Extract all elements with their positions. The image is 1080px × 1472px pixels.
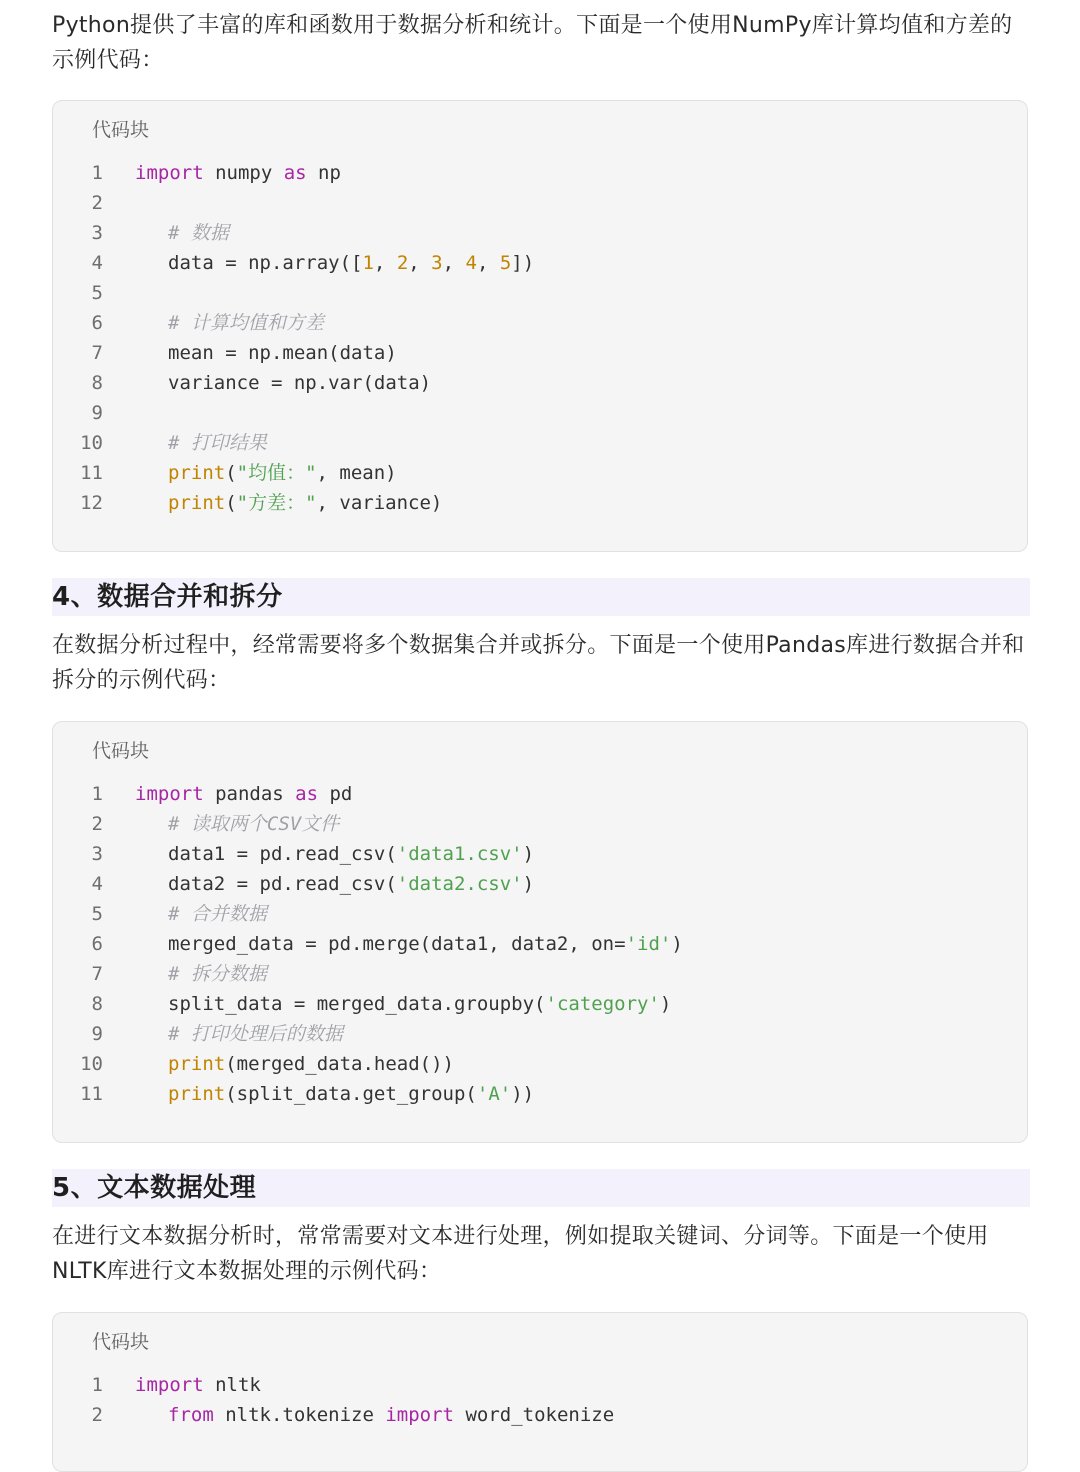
line-number: 1 (91, 783, 103, 805)
code-text (168, 899, 267, 929)
code-token: , (373, 252, 397, 274)
code-token: 3 (431, 252, 443, 274)
code-token: , mean) (316, 462, 397, 484)
code-token: # 数据 (168, 222, 229, 244)
code-token: ) (522, 873, 535, 895)
code-line (53, 1400, 1027, 1430)
line-number: 11 (80, 462, 103, 484)
code-text (168, 458, 397, 488)
code-line (53, 809, 1027, 839)
code-line (53, 839, 1027, 869)
code-text (168, 869, 534, 899)
code-text (135, 158, 341, 188)
code-token: ( (225, 492, 237, 514)
code-text (168, 1079, 534, 1109)
code-token: , variance) (316, 492, 443, 514)
code-line (53, 1049, 1027, 1079)
code-line (53, 458, 1027, 488)
line-number: 7 (91, 342, 103, 364)
code-token: data = np.array([ (168, 252, 363, 274)
code-token: data2 = pd.read_csv( (168, 873, 397, 895)
code-token: print (168, 1083, 226, 1105)
code-token: "均值：" (236, 462, 317, 484)
code-text (168, 428, 267, 458)
code-line (53, 398, 1027, 428)
code-token: 'data1.csv' (396, 843, 523, 865)
code-text (135, 779, 352, 809)
line-number: 5 (91, 903, 103, 925)
code-token: 'category' (545, 993, 660, 1015)
code-text (168, 1400, 614, 1430)
line-number: 2 (91, 192, 103, 214)
code-text (168, 989, 671, 1019)
line-number: 4 (91, 252, 103, 274)
code-text (135, 1370, 261, 1400)
code-token: import (135, 162, 204, 184)
code-token: word_tokenize (454, 1404, 615, 1426)
code-text (168, 839, 534, 869)
line-number: 5 (91, 282, 103, 304)
line-number: 2 (91, 1404, 103, 1426)
code-token: print (168, 492, 226, 514)
code-block-nltk (52, 1312, 1028, 1472)
line-number: 6 (91, 933, 103, 955)
code-token: # 计算均值和方差 (168, 312, 324, 334)
code-line (53, 929, 1027, 959)
line-number: 8 (91, 993, 103, 1015)
line-number: 1 (91, 1374, 103, 1396)
code-text (168, 368, 431, 398)
code-token: pandas (203, 783, 296, 805)
section-5-paragraph: 在进行文本数据分析时，常常需要对文本进行处理，例如提取关键词、分词等。下面是一个使用NLTK库进行文本数据处理的示例代码： (52, 1224, 989, 1284)
code-token: # 合并数据 (168, 903, 267, 925)
code-text (168, 308, 324, 338)
line-number: 10 (80, 1053, 103, 1075)
code-token: variance = np.var(data) (168, 372, 432, 394)
line-number: 3 (91, 843, 103, 865)
code-token: from (168, 1404, 214, 1426)
code-line (53, 158, 1027, 188)
code-lines (53, 1370, 1027, 1430)
code-token: merged_data = pd.merge(data1, data2, on= (168, 933, 626, 955)
code-token: 'data2.csv' (396, 873, 523, 895)
line-number: 9 (91, 402, 103, 424)
code-block-numpy (52, 100, 1028, 552)
code-token: pd (318, 783, 353, 805)
code-token: numpy (203, 162, 284, 184)
code-token: mean = np.mean(data) (168, 342, 397, 364)
code-block-caption: 代码块 (92, 1331, 150, 1353)
code-token: np (306, 162, 341, 184)
code-text (168, 959, 267, 989)
code-token: data1 = pd.read_csv( (168, 843, 397, 865)
code-block-pandas (52, 721, 1028, 1143)
code-token: as (295, 783, 319, 805)
code-text (168, 218, 229, 248)
code-token: , (408, 252, 432, 274)
line-number: 3 (91, 222, 103, 244)
line-number: 6 (91, 312, 103, 334)
section-heading-4: 4、数据合并和拆分 (52, 578, 1030, 616)
code-token: ( (225, 462, 237, 484)
code-text (168, 488, 442, 518)
code-block-caption: 代码块 (92, 119, 150, 141)
code-line (53, 218, 1027, 248)
code-token: 1 (362, 252, 374, 274)
code-token: ) (659, 993, 672, 1015)
code-token: ]) (511, 252, 535, 274)
code-token: # 打印处理后的数据 (168, 1023, 343, 1045)
code-token: 2 (396, 252, 409, 274)
code-line (53, 959, 1027, 989)
code-token: 'id' (625, 933, 672, 955)
code-token: import (135, 783, 204, 805)
line-number: 9 (91, 1023, 103, 1045)
line-number: 1 (91, 162, 103, 184)
section-heading-5: 5、文本数据处理 (52, 1169, 1030, 1207)
code-token: split_data = merged_data.groupby( (168, 993, 546, 1015)
code-lines (53, 779, 1027, 1109)
code-token: as (283, 162, 307, 184)
code-text (168, 1019, 343, 1049)
line-number: 8 (91, 372, 103, 394)
code-line (53, 989, 1027, 1019)
code-token: 'A' (476, 1083, 512, 1105)
code-line (53, 1370, 1027, 1400)
code-token: "方差：" (236, 492, 317, 514)
code-line (53, 899, 1027, 929)
code-text (168, 248, 534, 278)
code-text (168, 809, 339, 839)
code-line (53, 338, 1027, 368)
code-token: (merged_data.head()) (225, 1053, 454, 1075)
code-line (53, 278, 1027, 308)
code-line (53, 188, 1027, 218)
code-token: ) (671, 933, 683, 955)
code-block-caption: 代码块 (92, 740, 150, 762)
line-number: 11 (80, 1083, 103, 1105)
code-lines (53, 158, 1027, 518)
code-line (53, 869, 1027, 899)
section-4-paragraph: 在数据分析过程中，经常需要将多个数据集合并或拆分。下面是一个使用Pandas库进行数据合并和拆分的示例代码： (52, 633, 1025, 693)
code-line (53, 1019, 1027, 1049)
code-text (168, 929, 683, 959)
code-line (53, 428, 1027, 458)
code-token: 5 (499, 252, 512, 274)
line-number: 10 (80, 432, 103, 454)
code-token: # 拆分数据 (168, 963, 267, 985)
line-number: 2 (91, 813, 103, 835)
code-text (168, 338, 397, 368)
code-token: import (135, 1374, 204, 1396)
code-line (53, 488, 1027, 518)
code-text (168, 1049, 454, 1079)
code-token: import (385, 1404, 454, 1426)
intro-paragraph: Python提供了丰富的库和函数用于数据分析和统计。下面是一个使用NumPy库计算均值和方差的示例代码： (52, 13, 1013, 73)
code-line (53, 248, 1027, 278)
code-token: , (476, 252, 500, 274)
code-token: print (168, 462, 226, 484)
code-token: # 读取两个CSV文件 (168, 813, 340, 835)
line-number: 12 (80, 492, 103, 514)
code-token: nltk (203, 1374, 261, 1396)
code-line (53, 779, 1027, 809)
code-token: , (442, 252, 466, 274)
code-line (53, 1079, 1027, 1109)
code-token: ) (522, 843, 535, 865)
code-token: # 打印结果 (168, 432, 267, 454)
code-token: (split_data.get_group( (225, 1083, 477, 1105)
line-number: 4 (91, 873, 103, 895)
code-token: print (168, 1053, 226, 1075)
code-token: 4 (465, 252, 477, 274)
code-line (53, 308, 1027, 338)
code-token: )) (511, 1083, 535, 1105)
line-number: 7 (91, 963, 103, 985)
code-line (53, 368, 1027, 398)
code-token: nltk.tokenize (213, 1404, 386, 1426)
